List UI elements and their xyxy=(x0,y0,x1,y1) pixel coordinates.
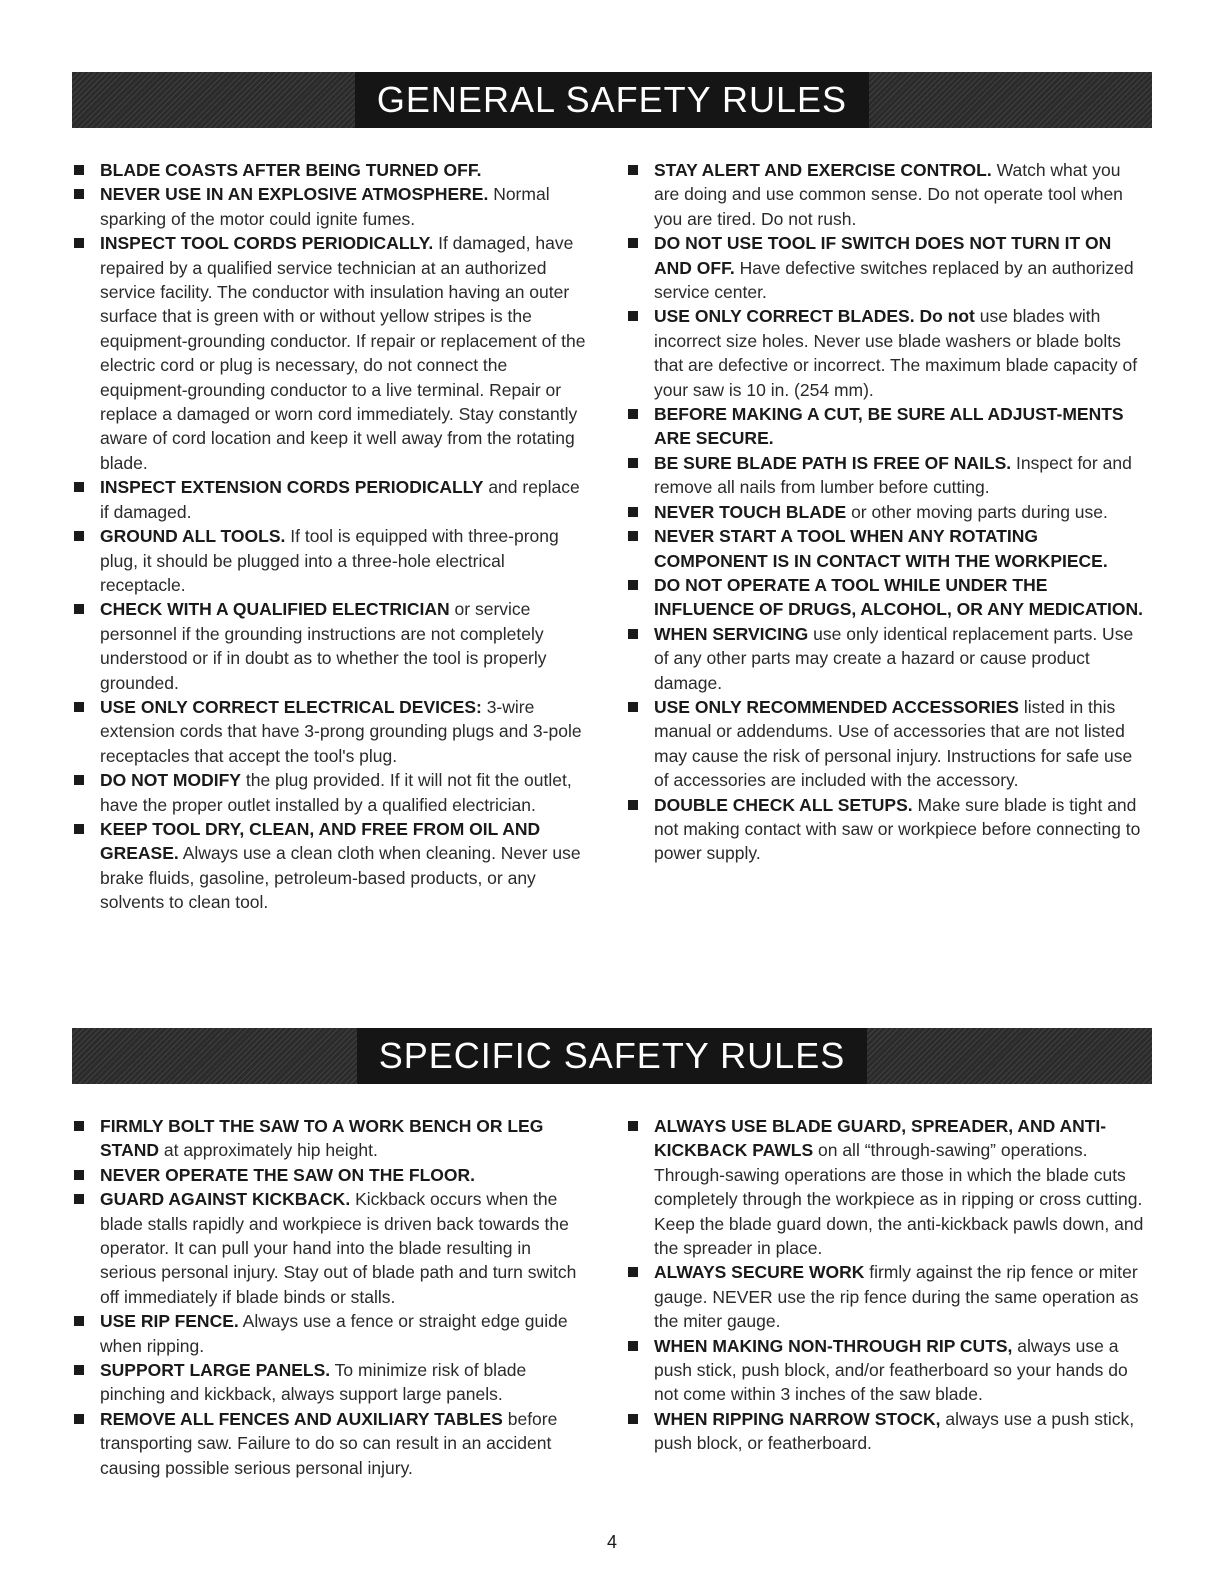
safety-rule-item xyxy=(626,1334,1148,1407)
rule-heading: DO NOT MODIFY xyxy=(100,770,241,791)
safety-rule-item xyxy=(72,817,590,915)
general-rules-right-column xyxy=(626,158,1148,866)
rule-text: always use a push stick, push block, or featherboard. xyxy=(654,1408,1135,1454)
safety-rule-item xyxy=(72,1309,590,1358)
square-bullet-icon xyxy=(628,409,638,419)
rule-text: 3-wire extension cords that have 3-prong grounding plugs and 3-pole receptacles that accept the tool's plug. xyxy=(100,696,582,766)
rule-heading: NEVER OPERATE THE SAW ON THE FLOOR. xyxy=(100,1164,475,1185)
rule-heading: NEVER TOUCH BLADE xyxy=(654,501,847,522)
square-bullet-icon xyxy=(628,531,638,541)
square-bullet-icon xyxy=(628,580,638,590)
rule-text: or other moving parts during use. xyxy=(851,501,1108,522)
square-bullet-icon xyxy=(628,238,638,248)
general-safety-rules-banner xyxy=(72,72,1152,128)
square-bullet-icon xyxy=(74,238,84,248)
safety-rule-item xyxy=(72,597,590,695)
rule-heading: GROUND ALL TOOLS. xyxy=(100,526,286,547)
rule-heading: BE SURE BLADE PATH IS FREE OF NAILS. xyxy=(654,452,1012,473)
rule-heading: BLADE COASTS AFTER BEING TURNED OFF. xyxy=(100,160,482,180)
rule-heading: CHECK WITH A QUALIFIED ELECTRICIAN xyxy=(100,599,450,620)
square-bullet-icon xyxy=(74,482,84,492)
rule-text: use only identical replacement parts. Use of any other parts may create a hazard or cause product damage. xyxy=(654,623,1134,693)
safety-rule-item xyxy=(72,524,590,597)
rule-heading: USE ONLY RECOMMENDED ACCESSORIES xyxy=(654,696,1019,717)
rule-text: Make sure blade is tight and not making contact with saw or workpiece before connecting to power supply. xyxy=(654,794,1141,864)
safety-rule-item xyxy=(626,524,1148,573)
rule-text: on all “through-sawing” operations. Through-sawing operations are those in which the blade cuts completely through the workpiece as in ripping or cross cutting. Keep the blade guard down, the anti-kickback pawls down, and the spreader in place. xyxy=(654,1140,1144,1259)
safety-rule-item xyxy=(626,793,1148,866)
safety-rule-item xyxy=(72,158,590,182)
safety-rule-item xyxy=(72,1407,590,1480)
square-bullet-icon xyxy=(628,702,638,712)
rule-text: Always use a fence or straight edge guide when ripping. xyxy=(100,1311,568,1356)
rule-text: Kickback occurs when the blade stalls rapidly and workpiece is driven back towards the operator. It can pull your hand into the blade resulting in serious personal injury. Stay out of blade path and turn switch off immediately if blade binds or stalls. xyxy=(100,1189,577,1307)
rule-heading: DO NOT USE TOOL IF SWITCH DOES NOT TURN IT ON AND OFF. xyxy=(654,233,1112,278)
rule-text: use blades with incorrect size holes. Never use blade washers or blade bolts that are defective or incorrect. The maximum blade capacity of your saw is 10 in. (254 mm). xyxy=(654,306,1138,400)
square-bullet-icon xyxy=(74,702,84,712)
rule-heading: INSPECT TOOL CORDS PERIODICALLY. xyxy=(100,233,434,254)
square-bullet-icon xyxy=(74,1414,84,1424)
safety-rule-item xyxy=(72,1163,590,1187)
square-bullet-icon xyxy=(74,189,84,199)
safety-rule-item xyxy=(72,231,590,475)
rule-heading: FIRMLY BOLT THE SAW TO A WORK BENCH OR LEG STAND xyxy=(100,1116,544,1161)
rule-text: and replace if damaged. xyxy=(100,477,580,522)
rule-heading: USE RIP FENCE. xyxy=(100,1311,239,1332)
rule-heading: INSPECT EXTENSION CORDS PERIODICALLY xyxy=(100,477,484,498)
safety-rule-item xyxy=(626,402,1148,451)
rule-heading: USE ONLY CORRECT ELECTRICAL DEVICES: xyxy=(100,696,482,717)
square-bullet-icon xyxy=(628,507,638,517)
safety-rule-item xyxy=(72,1187,590,1309)
square-bullet-icon xyxy=(74,824,84,834)
rule-text: the plug provided. If it will not fit the outlet, have the proper outlet installed by a qualified electrician. xyxy=(100,770,572,815)
rule-text: Have defective switches replaced by an authorized service center. xyxy=(654,257,1134,303)
safety-rule-item xyxy=(72,768,590,817)
rule-heading: ALWAYS USE BLADE GUARD, SPREADER, AND ANTI-KICKBACK PAWLS xyxy=(654,1116,1107,1161)
square-bullet-icon xyxy=(628,800,638,810)
rule-text: listed in this manual or addendums. Use of accessories that are not listed may cause the risk of personal injury. Instructions for safe use of accessories are included with the accessory. xyxy=(654,696,1133,791)
rule-heading: WHEN MAKING NON-THROUGH RIP CUTS, xyxy=(654,1335,1013,1356)
rule-text: Always use a clean cloth when cleaning. Never use brake fluids, gasoline, petroleum-based products, or any solvents to clean tool. xyxy=(100,843,581,913)
square-bullet-icon xyxy=(628,629,638,639)
square-bullet-icon xyxy=(628,1414,638,1424)
square-bullet-icon xyxy=(628,311,638,321)
rule-text: firmly against the rip fence or miter gauge. NEVER use the rip fence during the same operation as the miter gauge. xyxy=(654,1262,1139,1332)
rule-heading: DOUBLE CHECK ALL SETUPS. xyxy=(654,794,913,815)
rule-heading: SUPPORT LARGE PANELS. xyxy=(100,1360,331,1381)
rule-text: To minimize risk of blade pinching and kickback, always support large panels. xyxy=(100,1360,527,1405)
rule-text: or service personnel if the grounding instructions are not completely understood or if in doubt as to whether the tool is properly grounded. xyxy=(100,599,547,693)
safety-rule-item xyxy=(626,573,1148,622)
safety-rule-item xyxy=(626,158,1148,231)
specific-rules-right-column xyxy=(626,1114,1148,1456)
rule-text: Watch what you are doing and use common sense. Do not operate tool when you are tired. Do not rush. xyxy=(654,160,1123,229)
page-number: 4 xyxy=(606,1532,617,1552)
rule-heading: ALWAYS SECURE WORK xyxy=(654,1262,865,1283)
general-rules-left-column xyxy=(72,158,590,915)
safety-rule-item xyxy=(72,475,590,524)
rule-text: Inspect for and remove all nails from lumber before cutting. xyxy=(654,452,1132,498)
safety-rule-item xyxy=(72,1358,590,1407)
specific-rules-left-column xyxy=(72,1114,590,1480)
general-safety-rules-title: GENERAL SAFETY RULES xyxy=(355,72,869,128)
square-bullet-icon xyxy=(74,775,84,785)
square-bullet-icon xyxy=(74,1121,84,1131)
safety-rule-item xyxy=(72,1114,590,1163)
square-bullet-icon xyxy=(628,1267,638,1277)
safety-rule-item xyxy=(626,695,1148,793)
square-bullet-icon xyxy=(74,165,84,175)
rule-text: Normal sparking of the motor could ignite fumes. xyxy=(100,184,550,229)
rule-text: before transporting saw. Failure to do so can result in an accident causing possible serious personal injury. xyxy=(100,1408,558,1478)
rule-heading: USE ONLY CORRECT BLADES. Do not xyxy=(654,306,975,327)
square-bullet-icon xyxy=(74,1170,84,1180)
safety-rule-item xyxy=(626,1260,1148,1333)
rule-heading: BEFORE MAKING A CUT, BE SURE ALL ADJUST-MENTS ARE SECURE. xyxy=(654,404,1124,449)
rule-heading: DO NOT OPERATE A TOOL WHILE UNDER THE INFLUENCE OF DRUGS, ALCOHOL, OR ANY MEDICATION. xyxy=(654,574,1144,620)
square-bullet-icon xyxy=(628,458,638,468)
safety-rule-item xyxy=(626,451,1148,500)
rule-heading: STAY ALERT AND EXERCISE CONTROL. xyxy=(654,160,992,180)
safety-rule-item xyxy=(72,695,590,768)
square-bullet-icon xyxy=(74,1194,84,1204)
safety-rule-item xyxy=(626,1407,1148,1456)
square-bullet-icon xyxy=(74,604,84,614)
rule-heading: REMOVE ALL FENCES AND AUXILIARY TABLES xyxy=(100,1408,503,1429)
safety-rule-item xyxy=(72,182,590,231)
rule-text: If damaged, have repaired by a qualified service technician at an authorized service facility. The conductor with insulation having an outer surface that is green with or without yellow stripes is the equipment-grounding conductor. If repair or replacement of the electric cord or plug is necessary, do not connect the equipment-grounding conductor to a live terminal. Repair or replace a damaged or worn cord immediately. Stay constantly aware of cord location and keep it well away from the rotating blade. xyxy=(100,233,586,473)
square-bullet-icon xyxy=(74,531,84,541)
rule-heading: NEVER START A TOOL WHEN ANY ROTATING COMPONENT IS IN CONTACT WITH THE WORKPIECE. xyxy=(654,526,1108,571)
rule-heading: WHEN RIPPING NARROW STOCK, xyxy=(654,1408,941,1429)
rule-text: always use a push stick, push block, and/or featherboard so your hands do not come within 3 inches of the saw blade. xyxy=(654,1335,1128,1405)
safety-rule-item xyxy=(626,304,1148,402)
safety-rule-item xyxy=(626,231,1148,304)
safety-rule-item xyxy=(626,500,1148,524)
square-bullet-icon xyxy=(628,1121,638,1131)
rule-heading: WHEN SERVICING xyxy=(654,623,809,644)
rule-heading: NEVER USE IN AN EXPLOSIVE ATMOSPHERE. xyxy=(100,184,489,205)
square-bullet-icon xyxy=(628,165,638,175)
square-bullet-icon xyxy=(74,1316,84,1326)
safety-rule-item xyxy=(626,622,1148,695)
specific-safety-rules-banner xyxy=(72,1028,1152,1084)
rule-text: at approximately hip height. xyxy=(163,1140,378,1161)
rule-text: If tool is equipped with three-prong plug, it should be plugged into a three-hole electrical receptacle. xyxy=(100,526,559,595)
square-bullet-icon xyxy=(74,1365,84,1375)
square-bullet-icon xyxy=(628,1341,638,1351)
safety-rule-item xyxy=(626,1114,1148,1260)
rule-heading: KEEP TOOL DRY, CLEAN, AND FREE FROM OIL AND GREASE. xyxy=(100,818,541,864)
rule-heading: GUARD AGAINST KICKBACK. xyxy=(100,1189,351,1210)
specific-safety-rules-title: SPECIFIC SAFETY RULES xyxy=(357,1028,867,1084)
